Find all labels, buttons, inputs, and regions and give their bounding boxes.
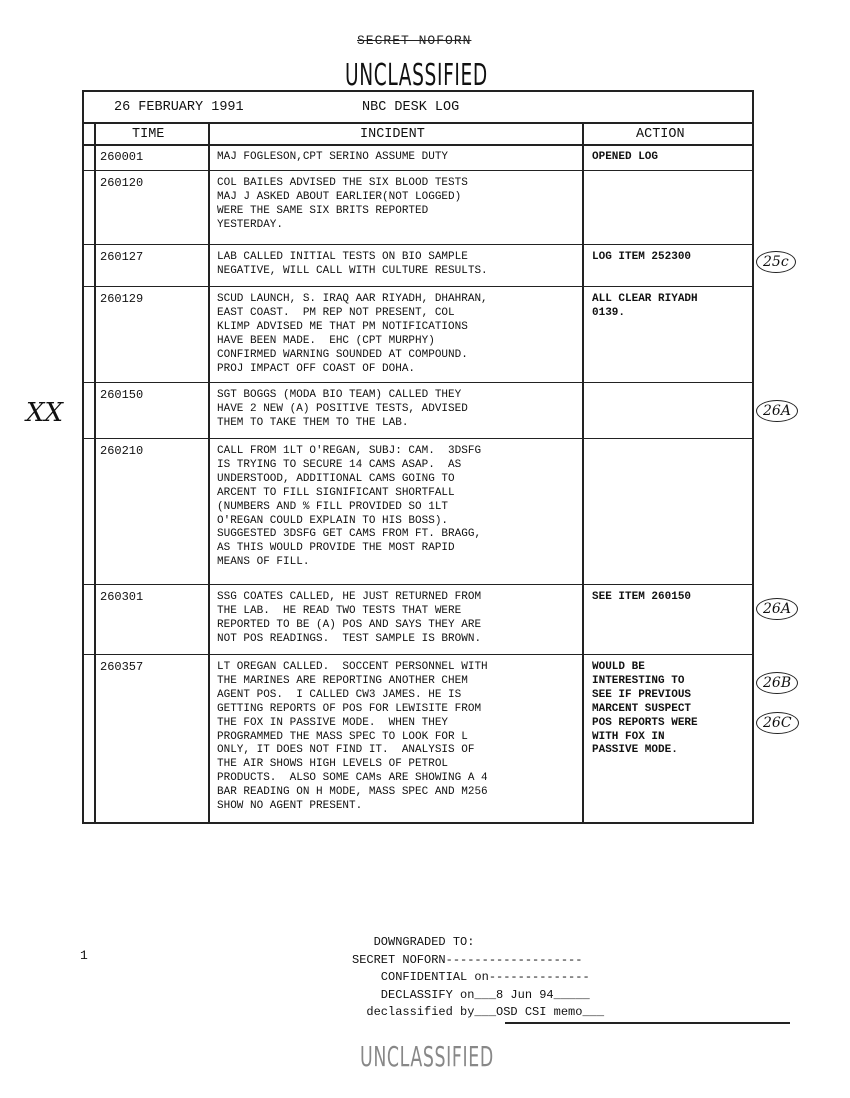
col-action: ACTION	[636, 127, 685, 142]
row-action: SEE ITEM 260150	[592, 591, 692, 603]
row-time: 260120	[100, 176, 144, 190]
row-incident: SSG COATES CALLED, HE JUST RETURNED FROM THE LAB. HE READ TWO TESTS THAT WERE REPORTED TO BE (A) POS AND SAYS THEY ARE NOT POS READINGS. TEST SAMPLE IS BROWN.	[217, 591, 482, 645]
annotation-26b: 26B	[756, 672, 798, 694]
log-row	[84, 244, 752, 287]
row-incident: SCUD LAUNCH, S. IRAQ AAR RIYADH, DHAHRAN, EAST COAST. PM REP NOT PRESENT, COL KLIMP ADVISED ME THAT PM NOTIFICATIONS HAVE BEEN MADE. EHC (CPT MURPHY) CONFIRMED WARNING SOUNDED AT COMPOUND. PROJ IMPACT OFF COAST OF DOHA.	[217, 293, 488, 375]
column-headers	[84, 122, 752, 146]
row-time: 260357	[100, 660, 144, 674]
struck-classification: SECRET NOFORN	[357, 33, 472, 48]
row-action: OPENED LOG	[592, 151, 659, 163]
annotation-25c: 25c	[756, 251, 796, 273]
row-incident: MAJ FOGLESON,CPT SERINO ASSUME DUTY	[217, 151, 449, 163]
handwritten-marks: XX	[26, 398, 64, 428]
regrade-block: DOWNGRADED TO: SECRET NOFORN------------------- CONFIDENTIAL on-------------- DECLASSIFY on___8 Jun 94_____ declassified by___OSD CSI memo___	[352, 935, 605, 1019]
log-row	[84, 286, 752, 383]
col-incident: INCIDENT	[360, 127, 425, 142]
classification-stamp-bottom: UNCLASSIFIED	[360, 1040, 494, 1073]
log-date: 26 FEBRUARY 1991	[114, 100, 244, 115]
log-row	[84, 438, 752, 585]
row-incident: CALL FROM 1LT O'REGAN, SUBJ: CAM. 3DSFG IS TRYING TO SECURE 14 CAMS ASAP. AS UNDERSTOOD, ADDITIONAL CAMS GOING TO ARCENT TO FILL SIGNIFICANT SHORTFALL (NUMBERS AND % FILL PROVIDED SO 1LT O'REGAN COULD EXPLAIN TO HIS BOSS). SUGGESTED 3DSFG GET CAMS FROM FT. BRAGG, AS THIS WOULD PROVIDE THE MOST RAPID MEANS OF FILL.	[217, 445, 482, 569]
classification-stamp-top: UNCLASSIFIED	[345, 58, 488, 93]
row-time: 260129	[100, 292, 144, 306]
row-time: 260301	[100, 590, 144, 604]
log-row	[84, 144, 752, 171]
row-time: 260127	[100, 250, 144, 264]
row-action: LOG ITEM 252300	[592, 251, 692, 263]
log-row	[84, 170, 752, 245]
row-time: 260210	[100, 444, 144, 458]
row-incident: LT OREGAN CALLED. SOCCENT PERSONNEL WITH THE MARINES ARE REPORTING ANOTHER CHEM AGENT POS. I CALLED CW3 JAMES. HE IS GETTING REPORTS OF POS FOR LEWISITE FROM THE FOX IN PASSIVE MODE. WHEN THEY PROGRAMMED THE MASS SPEC TO LOOK FOR L ONLY, IT DOES NOT FIND IT. ANALYSIS OF THE AIR SHOWS HIGH LEVELS OF PETROL PRODUCTS. ALSO SOME CAMs ARE SHOWING A 4 BAR READING ON H MODE, MASS SPEC AND M256 SHOW NO AGENT PRESENT.	[217, 661, 488, 813]
desk-log-table	[82, 90, 754, 824]
col-time: TIME	[132, 127, 165, 142]
row-time: 260001	[100, 150, 144, 164]
log-title: NBC DESK LOG	[362, 100, 460, 115]
annotation-26a-second: 26A	[756, 598, 798, 620]
annotation-26c: 26C	[756, 712, 799, 734]
row-action: WOULD BE INTERESTING TO SEE IF PREVIOUS MARCENT SUSPECT POS REPORTS WERE WITH FOX IN PASSIVE MODE.	[592, 661, 698, 757]
log-row	[84, 654, 752, 822]
annotation-26a: 26A	[756, 400, 798, 422]
row-incident: SGT BOGGS (MODA BIO TEAM) CALLED THEY HAVE 2 NEW (A) POSITIVE TESTS, ADVISED THEM TO TAKE THEM TO THE LAB.	[217, 389, 468, 429]
page-number: 1	[80, 948, 88, 963]
row-action: ALL CLEAR RIYADH 0139.	[592, 293, 698, 319]
row-incident: COL BAILES ADVISED THE SIX BLOOD TESTS MAJ J ASKED ABOUT EARLIER(NOT LOGGED) WERE THE SAME SIX BRITS REPORTED YESTERDAY.	[217, 177, 468, 231]
log-header	[84, 92, 752, 124]
log-row	[84, 584, 752, 655]
signature-line	[505, 1022, 790, 1024]
log-row	[84, 382, 752, 439]
row-time: 260150	[100, 388, 144, 402]
row-incident: LAB CALLED INITIAL TESTS ON BIO SAMPLE NEGATIVE, WILL CALL WITH CULTURE RESULTS.	[217, 251, 488, 277]
